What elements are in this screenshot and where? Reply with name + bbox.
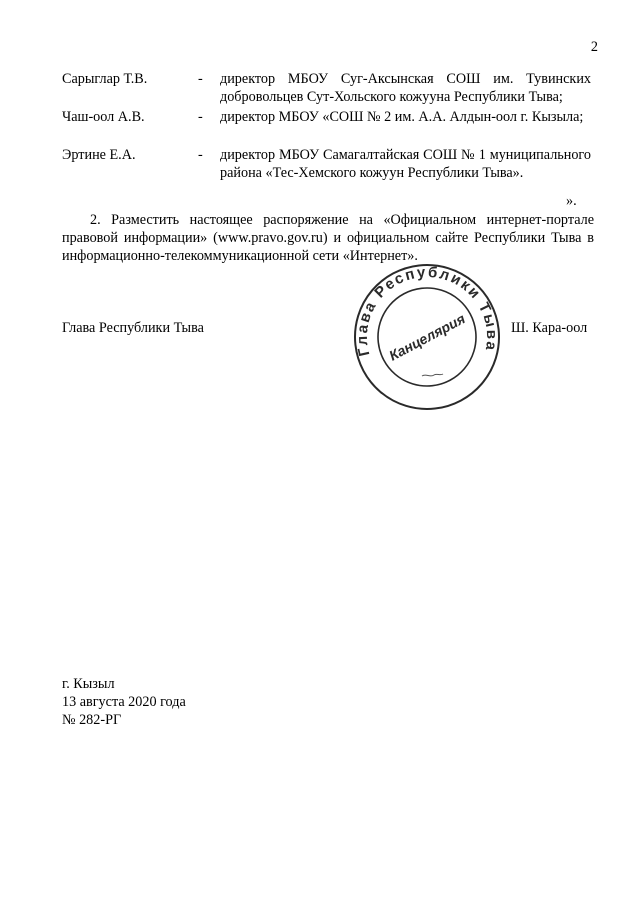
official-stamp bbox=[352, 262, 502, 412]
stamp-inner-text: Канцелярия bbox=[386, 310, 468, 364]
member-dash: - bbox=[198, 147, 203, 163]
footer-city: г. Кызыл bbox=[62, 676, 115, 692]
member-name: Сарыглар Т.В. bbox=[62, 71, 148, 87]
paragraph-2: 2. Разместить настоящее распоряжение на «Официальном интернет-портале правовой информации» (www.pravo.gov.ru) и официальном сайте Республики Тыва в информационно-телекоммуникационной сети «Интернет». bbox=[62, 212, 594, 264]
member-name: Чаш-оол А.В. bbox=[62, 109, 145, 125]
member-description: директор МБОУ Суг-Аксынская СОШ им. Тувинских добровольцев Сут-Хольского кожууна Республики Тыва; bbox=[220, 71, 591, 105]
page-number: 2 bbox=[590, 39, 598, 55]
member-description: директор МБОУ Самагалтайская СОШ № 1 муниципального района «Тес-Хемского кожуун Республики Тыва». bbox=[220, 147, 591, 181]
stamp-outer-text: Глава Республики Тыва bbox=[353, 263, 501, 358]
signature-position: Глава Республики Тыва bbox=[62, 320, 204, 336]
stamp-scribble bbox=[422, 374, 443, 376]
member-description: директор МБОУ «СОШ № 2 им. А.А. Алдын-оол г. Кызыла; bbox=[220, 109, 584, 125]
member-dash: - bbox=[198, 109, 203, 125]
footer-number: № 282-РГ bbox=[62, 712, 122, 728]
member-name: Эртине Е.А. bbox=[62, 147, 136, 163]
signature-name: Ш. Кара-оол bbox=[511, 320, 588, 336]
closing-quote: ». bbox=[566, 193, 577, 209]
footer-date: 13 августа 2020 года bbox=[62, 694, 186, 710]
member-dash: - bbox=[198, 71, 203, 87]
